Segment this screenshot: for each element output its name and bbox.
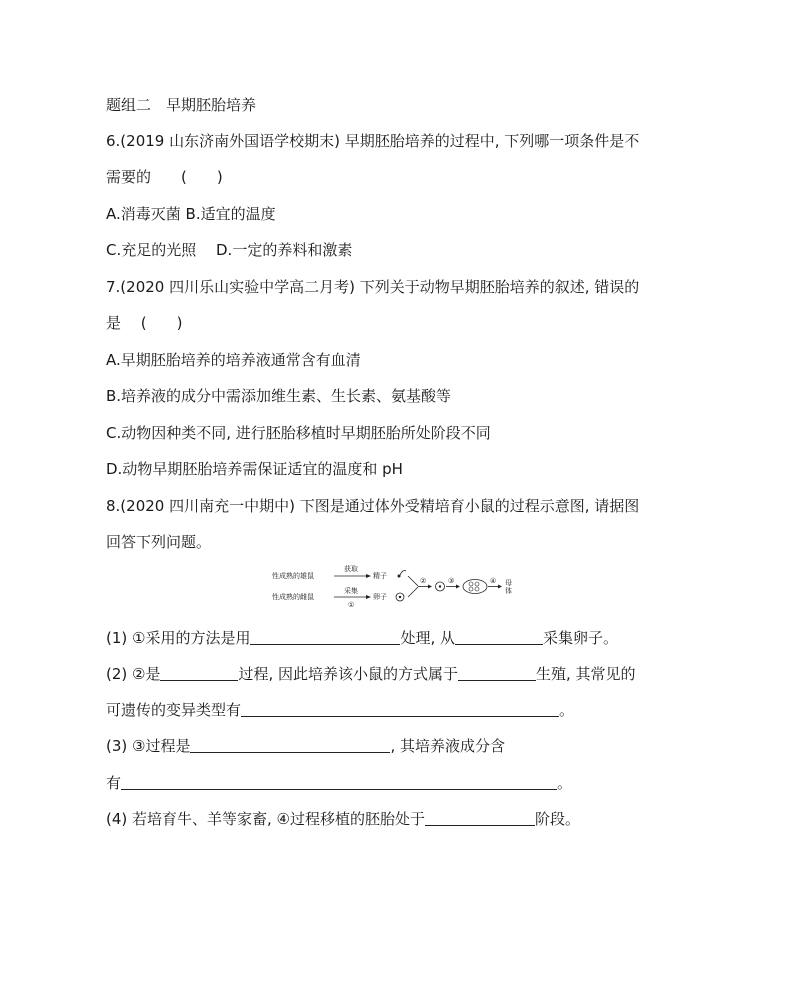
q8-sub4-text-a: (4) 若培育牛、羊等家畜, ④过程移植的胚胎处于 [106, 810, 426, 828]
ivf-process-diagram [272, 562, 522, 614]
q8-sub1-text-a: (1) ①采用的方法是用 [106, 629, 251, 647]
answer-blank-4a[interactable] [425, 809, 535, 826]
q8-stem-line2: 回答下列问题。 [106, 533, 212, 551]
q8-sub3-text-a: (3) ③过程是 [106, 737, 191, 755]
diagram-female-label: 性成熟的雌鼠 [272, 593, 314, 601]
q6-stem-line1: 6.(2019 山东济南外国语学校期末) 早期胚胎培养的过程中, 下列哪一项条件是不 [106, 132, 640, 150]
q7-option-a: A.早期胚胎培养的培养液通常含有血清 [106, 351, 361, 369]
answer-blank-2c[interactable] [241, 700, 559, 717]
section-title: 题组二 早期胚胎培养 [106, 96, 257, 114]
diagram-sperm-label: 精子 [373, 572, 387, 580]
q7-stem-line1: 7.(2020 四川乐山实验中学高二月考) 下列关于动物早期胚胎培养的叙述, 错误的 [106, 278, 640, 296]
q8-sub2-text-c: 生殖, 其常见的 [536, 665, 636, 683]
q8-sub3-text-b: , 其培养液成分含 [390, 737, 506, 755]
q6-options-ab: A.消毒灭菌 B.适宜的温度 [106, 205, 276, 223]
diagram-arrows [272, 562, 522, 614]
answer-blank-2a[interactable] [160, 664, 238, 681]
q8-sub3-line2 [106, 773, 572, 793]
diagram-male-label: 性成熟的雄鼠 [272, 572, 314, 580]
q7-option-c: C.动物因种类不同, 进行胚胎移植时早期胚胎所处阶段不同 [106, 424, 491, 442]
diagram-step3-label: ③ [448, 577, 455, 585]
answer-blank-3b[interactable] [121, 773, 557, 790]
answer-blank-1a[interactable] [250, 628, 400, 645]
q8-sub1-text-c: 采集卵子。 [543, 629, 619, 647]
q7-option-d: D.动物早期胚胎培养需保证适宜的温度和 pH [106, 460, 403, 478]
q8-sub4-text-b: 阶段。 [535, 810, 581, 828]
diagram-step2-label: ② [420, 577, 427, 585]
q8-sub1 [106, 628, 618, 648]
q8-sub2-text-a: (2) ②是 [106, 665, 161, 683]
answer-blank-2b[interactable] [458, 664, 536, 681]
answer-blank-1b[interactable] [455, 628, 543, 645]
q8-sub4 [106, 809, 580, 829]
diagram-obtain-label: 获取 [344, 565, 358, 573]
q8-sub3-line1 [106, 736, 505, 756]
diagram-step4-label: ④ [490, 577, 497, 585]
q8-sub2-line1 [106, 664, 636, 684]
q6-stem-line2: 需要的 ( ) [106, 168, 223, 186]
q8-sub2-text-e: 。 [559, 701, 575, 719]
q6-options-cd: C.充足的光照 D.一定的养料和激素 [106, 241, 353, 259]
q8-sub3-text-d: 。 [557, 774, 573, 792]
q8-sub1-text-b: 处理, 从 [400, 629, 456, 647]
q8-sub3-text-c: 有 [106, 774, 122, 792]
q8-sub2-text-b: 过程, 因此培养该小鼠的方式属于 [238, 665, 459, 683]
answer-blank-3a[interactable] [190, 736, 390, 753]
diagram-step1-label: ① [348, 601, 355, 609]
q8-sub2-line2 [106, 700, 574, 720]
q7-option-b: B.培养液的成分中需添加维生素、生长素、氨基酸等 [106, 387, 452, 405]
q8-stem-line1: 8.(2020 四川南充一中期中) 下图是通过体外受精培育小鼠的过程示意图, 请据图 [106, 497, 640, 515]
q7-stem-line2: 是 ( ) [106, 314, 183, 332]
diagram-collect-label: 采集 [344, 587, 358, 595]
diagram-mother-label: 母体 [505, 579, 512, 595]
q8-sub2-text-d: 可遗传的变异类型有 [106, 701, 242, 719]
diagram-egg-label: 卵子 [373, 593, 387, 601]
